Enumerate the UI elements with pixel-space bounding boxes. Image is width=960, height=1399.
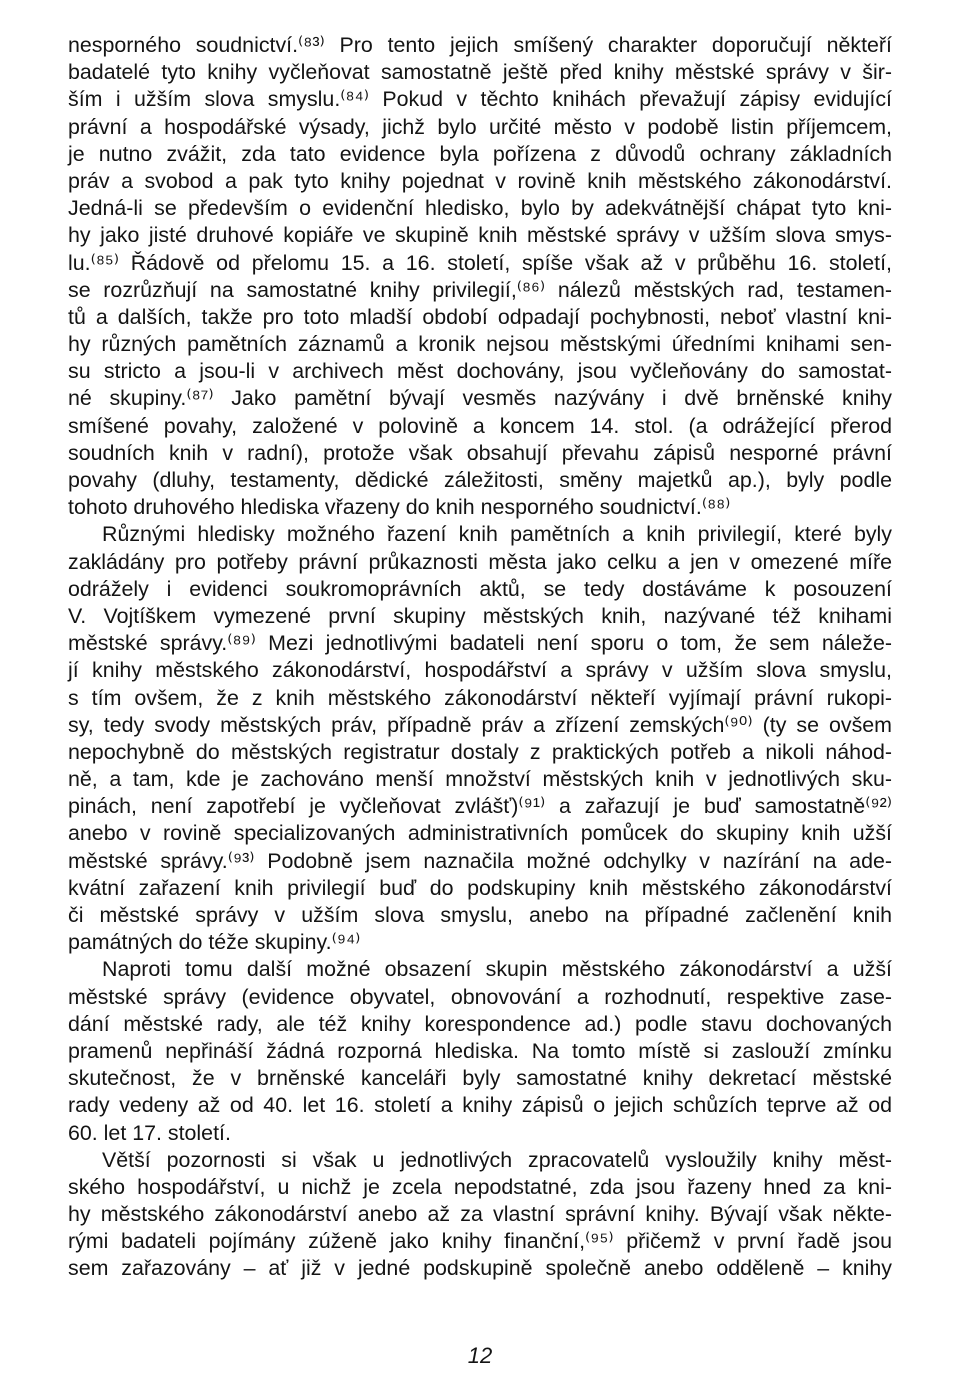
text-line: tohoto druhového hlediska vřazeny do knih nesporného soudnictví.⁽⁸⁸⁾ (68, 495, 731, 520)
text-line: V. Vojtíškem vymezené první skupiny městských knih, nazývané též knihami (68, 603, 892, 628)
text-line: pramenů nepřináší žádná rozporná hlediska. Na tomto místě si zaslouží zmínku (68, 1038, 892, 1063)
text-line: Naproti tomu další možné obsazení skupin městského zákonodárství a užší (102, 957, 892, 982)
text-line: pinách, není zapotřebí je vyčleňovat zvlášť)⁽⁹¹⁾ a zařazují je buď samostatně⁽⁹²⁾ (68, 794, 892, 819)
text-line: jí knihy městského zákonodárství, hospodářství a správy v užším slova smyslu, (68, 658, 892, 683)
text-line: 60. let 17. století. (68, 1120, 231, 1145)
text-line: nepochybně do městských registratur dostaly z praktických potřeb a nikoli náhod- (68, 739, 892, 764)
text-line: památných do téže skupiny.⁽⁹⁴⁾ (68, 930, 361, 955)
text-line: nesporného soudnictví.⁽⁸³⁾ Pro tento jejich smíšený charakter doporučují někteří (68, 33, 892, 57)
text-line: povahy (dluhy, testamenty, dědické záležitosti, směny majetků ap.), byly podle (68, 468, 892, 492)
text-line: s tím ovšem, že z knih městského zákonodárství někteří vyjímají právní rukopi- (68, 685, 892, 710)
text-line: práv a svobod a pak tyto knihy pojednat v rovině knih městského zákonodárství. (68, 168, 892, 193)
text-line: hy městského zákonodárství anebo až za vlastní správní knihy. Bývají však někte- (68, 1202, 892, 1227)
text-line: odrážely i evidenci soukromoprávních aktů, se tedy dostáváme k posouzení (68, 576, 892, 601)
text-line: je nutno zvážit, zda tato evidence byla pořízena z důvodů ochrany základních (68, 141, 892, 166)
text-line: právní a hospodářské výsady, jichž bylo určité město v podobě listin příjemcem, (68, 114, 892, 139)
text-line: hy jako jisté druhové kopiáře ve skupině knih městské správy v užším slova smys- (68, 223, 892, 248)
text-line: hy různých pamětních záznamů a kronik nejsou městskými úředními knihami sen- (68, 332, 892, 357)
text-line: né skupiny.⁽⁸⁷⁾ Jako pamětní bývají vesměs nazývány i dvě brněnské knihy (68, 386, 892, 411)
text-line: lu.⁽⁸⁵⁾ Řádově od přelomu 15. a 16. století, spíše však až v průběhu 16. století, (68, 250, 892, 275)
text-line: anebo v rovině specializovaných administrativních pomůcek do skupiny knih užší (68, 821, 892, 846)
body-text (68, 32, 892, 1283)
text-line: Různými hledisky možného řazení knih pamětních a knih privilegií, které byly (102, 522, 892, 547)
text-line: či městské správy v užším slova smyslu, anebo na případné začlenění knih (68, 903, 892, 927)
text-line: su stricto a jsou-li v archivech měst dochovány, jsou vyčleňovány do samostat- (68, 359, 892, 384)
text-line: skutečnost, že v brněnské kanceláři byly samostatné knihy dekretací městské (68, 1066, 892, 1091)
text-line: ším i užším slova smyslu.⁽⁸⁴⁾ Pokud v těchto knihách převažují zápisy evidující (68, 87, 892, 112)
text-line: ského hospodářství, u nichž je zcela nepodstatné, zda jsou řazeny hned za kni- (68, 1174, 892, 1199)
text-line: sem zařazovány – ať již v jedné podskupině společně anebo odděleně – knihy (68, 1256, 892, 1281)
text-line: Větší pozornosti si však u jednotlivých zpracovatelů vysloužily knihy měst- (102, 1147, 892, 1172)
page-number: 12 (467, 1343, 493, 1368)
text-line: soudních knih v radní), protože však obsahují převahu zápisů nesporné právní (68, 440, 892, 465)
text-line: kvátní zařazení knih privilegií buď do podskupiny knih městského zákonodárství (68, 875, 892, 900)
text-line: městské správy.⁽⁸⁹⁾ Mezi jednotlivými badateli není sporu o tom, že sem náleže- (68, 631, 892, 656)
text-line: tů a dalších, takže pro toto mladší období odpadají pochybnosti, neboť vlastní kni- (68, 304, 892, 329)
text-line: zakládány pro potřeby právní průkaznosti města jako celku a jen v omezené míře (68, 549, 892, 574)
text-line: se rozrůzňují na samostatné knihy privilegií,⁽⁸⁶⁾ nálezů městských rad, testamen- (68, 277, 892, 302)
text-line: badatelé tyto knihy vyčleňovat samostatně ještě před knihy městské správy v šir- (68, 60, 892, 85)
text-line: rady vedeny až od 40. let 16. století a knihy zápisů o jejich schůzích teprve až od (68, 1093, 892, 1118)
text-line: rými badateli pojímány zúženě jako knihy finanční,⁽⁹⁵⁾ přičemž v první řadě jsou (68, 1229, 892, 1254)
text-line: Jedná-li se především o evidenční hledisko, bylo by adekvátnější chápat tyto kni- (68, 196, 892, 221)
text-line: ně, a tam, kde je zachováno menší množství městských knih v jednotlivých sku- (68, 767, 892, 792)
text-line: sy, tedy svody městských práv, případně práv a zřízení zemských⁽⁹⁰⁾ (ty se ovšem (68, 712, 892, 737)
text-line: smíšené povahy, založené v polovině a koncem 14. stol. (a odrážející přerod (68, 413, 892, 438)
text-line: městské správy (evidence obyvatel, obnovování a rozhodnutí, respektive zase- (68, 984, 892, 1009)
text-line: městské správy.⁽⁹³⁾ Podobně jsem naznačila možné odchylky v nazírání na ade- (68, 848, 892, 873)
text-line: dání městské rady, ale též knihy korespondence ad.) podle stavu dochovaných (68, 1011, 892, 1036)
